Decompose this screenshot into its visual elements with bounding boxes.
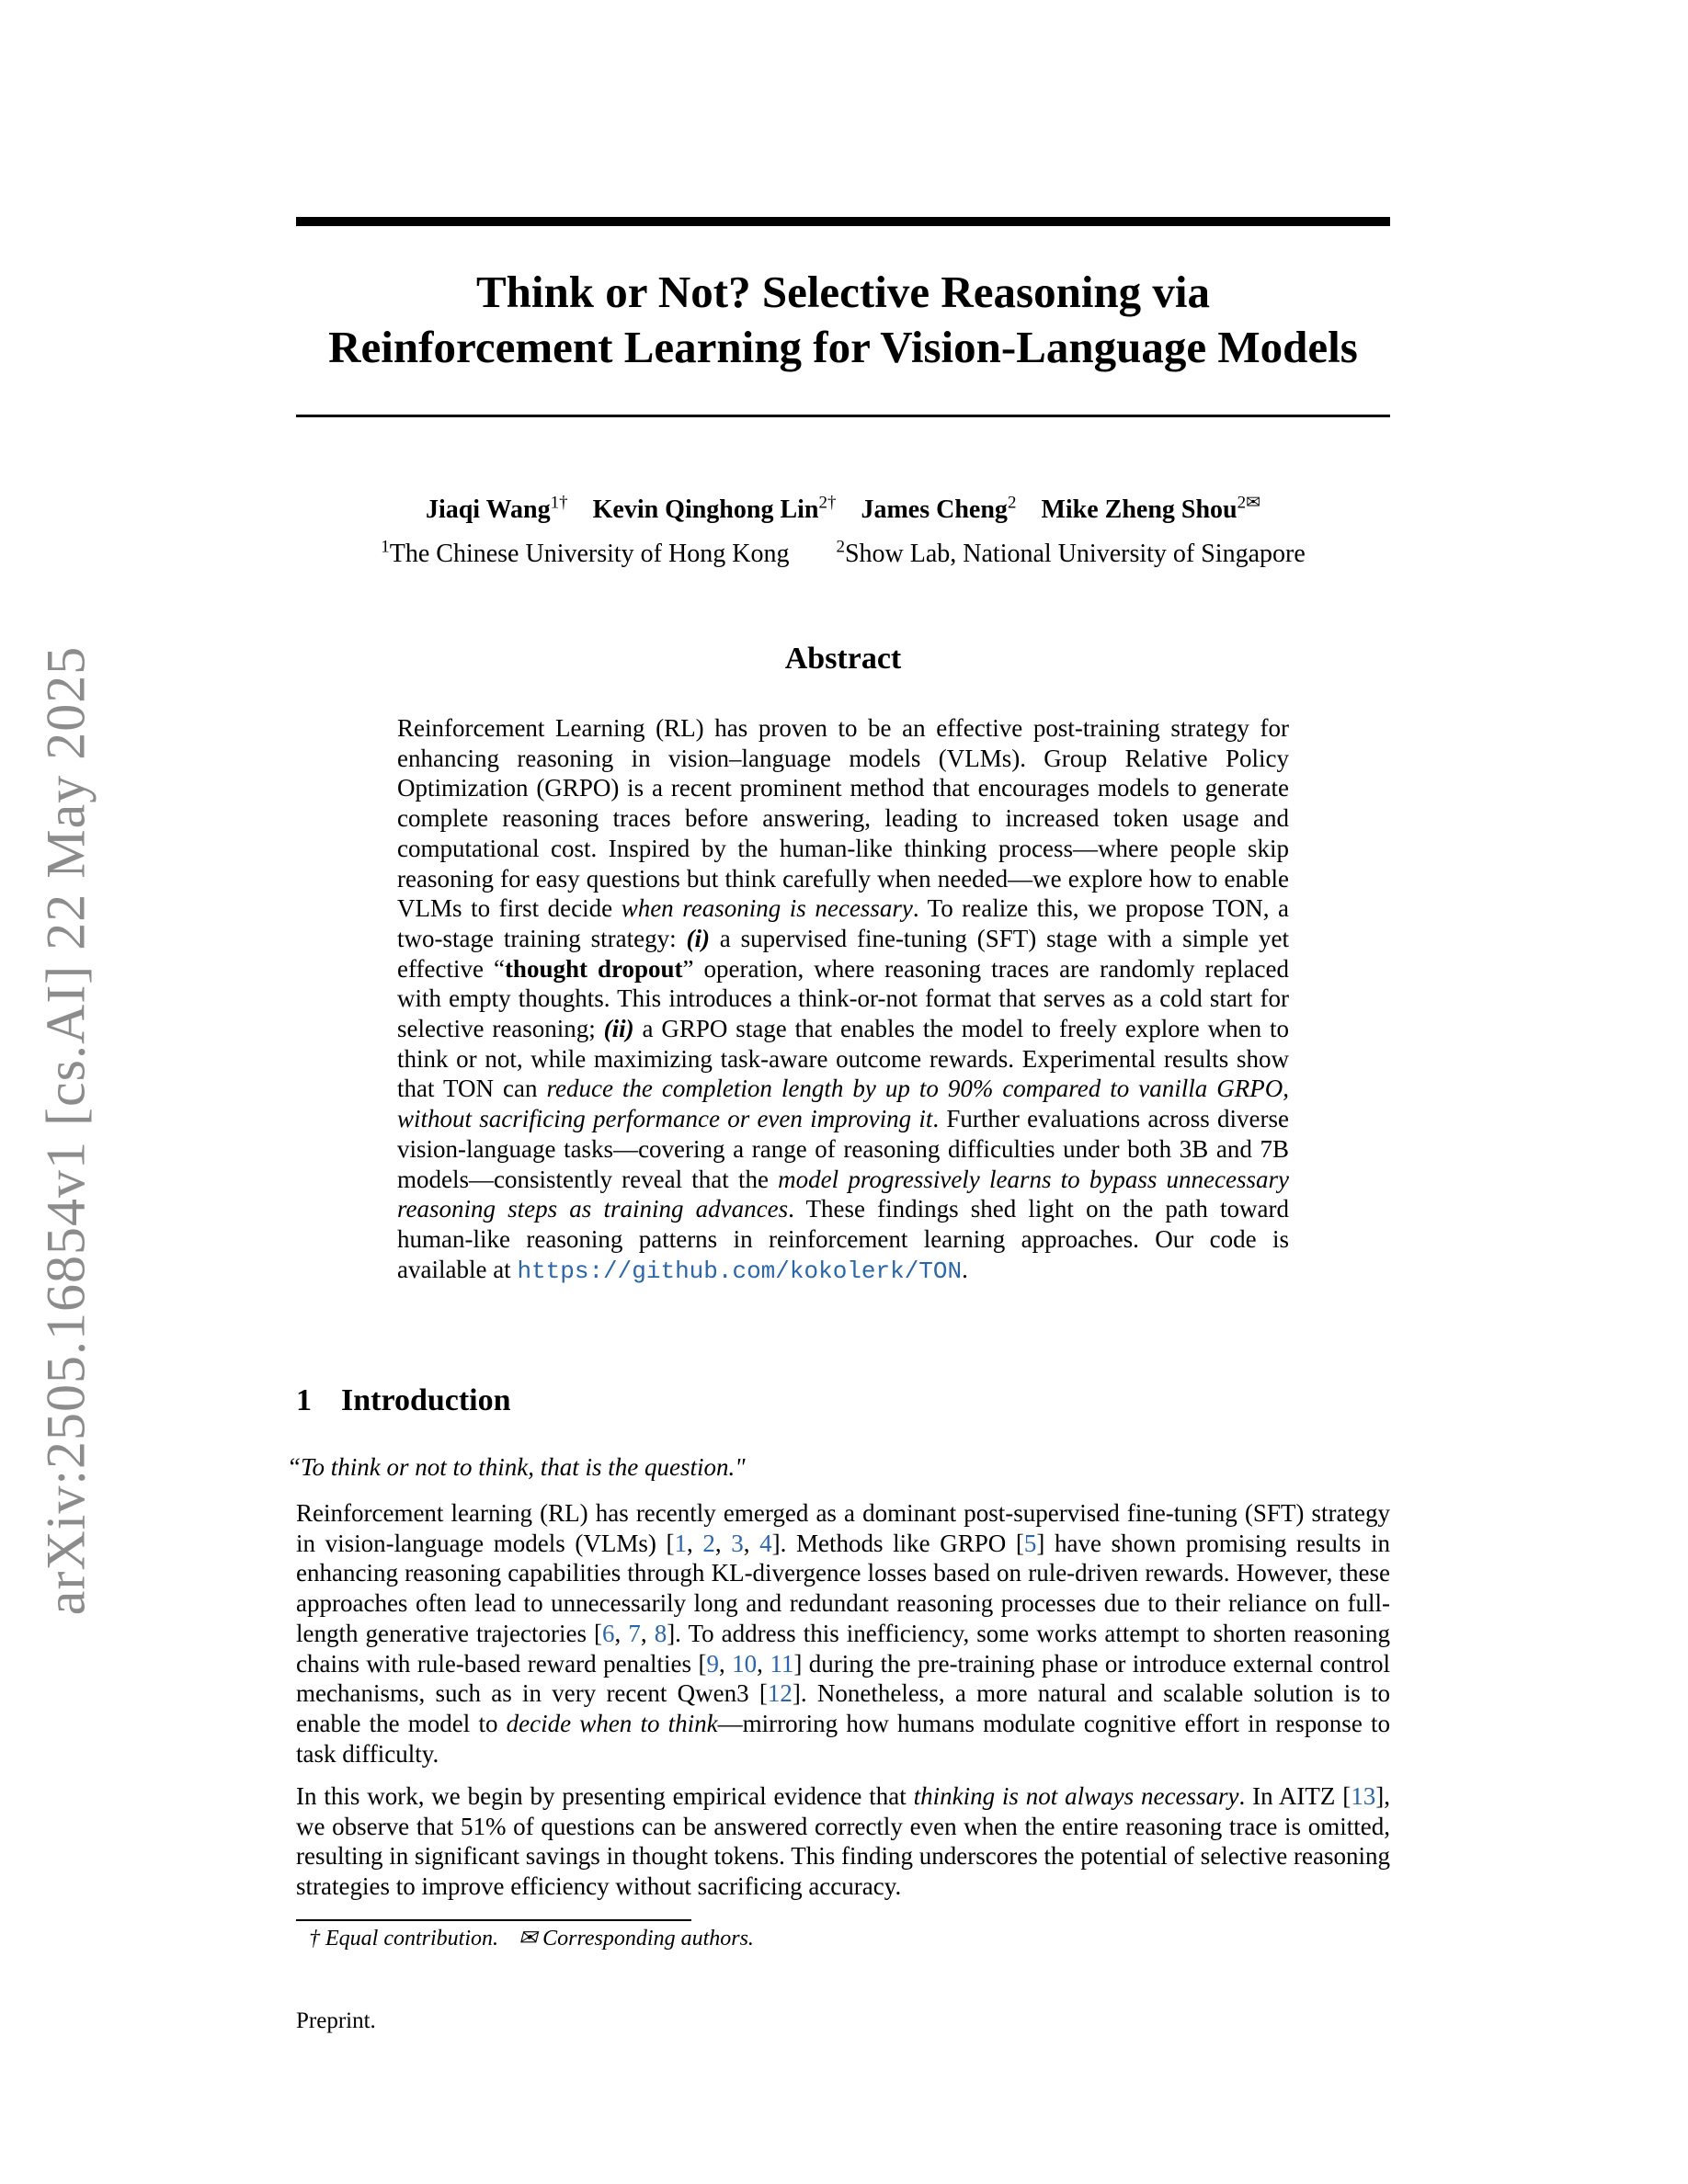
author: Kevin Qinghong Lin$^{2\dagger}$ (592, 494, 837, 525)
affiliation: $^2$Show Lab, National University of Singapore (836, 538, 1306, 569)
intro-paragraph-2: In this work, we begin by presenting empirical evidence that thinking is not always necessary. In AITZ [13], we observe that 51% of questions can be answered correctly even when the entire reasoning trace is omitted, resulting in significant savings in thought tokens. This finding underscores the potential of selective reasoning strategies to improve efficiency without sacrificing accuracy. (296, 1782, 1390, 1901)
envelope-icon: ✉ (519, 1927, 538, 1951)
section-title: Introduction (341, 1383, 511, 1417)
abstract-heading: Abstract (784, 642, 902, 676)
citation-link[interactable]: 13 (1351, 1782, 1376, 1810)
epigraph-quote: “To think or not to think, that is the question." (287, 1453, 746, 1481)
citation-link[interactable]: 10 (732, 1649, 758, 1678)
citation-link[interactable]: 3 (731, 1529, 744, 1557)
citation-link[interactable]: 6 (602, 1619, 615, 1647)
preprint-label: Preprint. (296, 2008, 376, 2033)
title-line-2: Reinforcement Learning for Vision-Language Models (328, 322, 1358, 372)
author: Mike Zheng Shou$^{2✉}$ (1041, 494, 1261, 525)
title-top-rule (296, 217, 1390, 226)
dagger-symbol: † (309, 1927, 320, 1951)
intro-paragraph-1: Reinforcement learning (RL) has recently emerged as a dominant post-supervised fine-tuning (SFT) strategy in vision-language models (VLMs) [1, 2, 3, 4]. Methods like GRPO [5] have shown promising results in enhancing reasoning capabilities through KL-divergence losses based on rule-driven rewards. However, these approaches often lead to unnecessarily long and redundant reasoning processes due to their reliance on full-length generative trajectories [6, 7, 8]. To address this inefficiency, some works attempt to shorten reasoning chains with rule-based reward penalties [9, 10, 11] during the pre-training phase or introduce external control mechanisms, such as in very recent Qwen3 [12]. Nonetheless, a more natural and scalable solution is to enable the model to decide when to think—mirroring how humans modulate cognitive effort in response to task difficulty. (296, 1499, 1391, 1768)
citation-link[interactable]: 11 (770, 1649, 794, 1678)
citation-link[interactable]: 2 (702, 1529, 715, 1557)
affiliation-list (296, 531, 1390, 571)
title-line-1: Think or Not? Selective Reasoning via (475, 267, 1211, 317)
code-repo-link[interactable]: https://github.com/kokolerk/TON (517, 1257, 963, 1285)
paper-title (296, 265, 1390, 375)
citation-link[interactable]: 9 (706, 1649, 719, 1678)
footnote-rule (296, 1919, 691, 1921)
citation-link[interactable]: 1 (674, 1529, 687, 1557)
section-number: 1 (296, 1383, 312, 1417)
affiliation: $^1$The Chinese University of Hong Kong (381, 538, 790, 569)
citation-link[interactable]: 7 (628, 1619, 641, 1647)
author: Jiaqi Wang$^{1\dagger}$ (425, 494, 568, 525)
arxiv-stamp: arXiv:2505.16854v1 [cs.AI] 22 May 2025 (35, 645, 97, 1616)
section-heading-introduction (296, 1381, 511, 1421)
citation-link[interactable]: 8 (654, 1619, 667, 1647)
citation-link[interactable]: 5 (1023, 1529, 1037, 1557)
abstract-text: Reinforcement Learning (RL) has proven to be an effective post-training strategy for enhancing reasoning in vision–language models (VLMs). Group Relative Policy Optimization (GRPO) is a recent prominent method that encourages models to generate complete reasoning traces before answering, leading to increased token usage and computational cost. Inspired by the human-like thinking process—where people skip reasoning for easy questions but think carefully when needed—we explore how to enable VLMs to first decide when reasoning is necessary. To realize this, we propose TON, a two-stage training strategy: (i) a supervised fine-tuning (SFT) stage with a simple yet effective “thought dropout” operation, where reasoning traces are randomly replaced with empty thoughts. This introduces a think-or-not format that serves as a cold start for selective reasoning; (ii) a GRPO stage that enables the model to freely explore when to think or not, while maximizing task-aware outcome rewards. Experimental results show that TON can reduce the completion length by up to 90% compared to vanilla GRPO, without sacrificing performance or even improving it. Further evaluations across diverse vision-language tasks—covering a range of reasoning difficulties under both 3B and 7B models—consistently reveal that the model progressively learns to bypass unnecessary reasoning steps as training advances. These findings shed light on the path toward human-like reasoning patterns in reinforcement learning approaches. Our code is available at https://github.com/kokolerk/TON. (397, 714, 1290, 1285)
citation-link[interactable]: 4 (759, 1529, 772, 1557)
footnote: † Equal contribution. ✉ Corresponding authors. (309, 1927, 754, 1951)
author-list (296, 487, 1390, 527)
title-bottom-rule (296, 415, 1390, 417)
author: James Cheng$^2$ (861, 494, 1017, 525)
citation-link[interactable]: 12 (767, 1679, 793, 1708)
